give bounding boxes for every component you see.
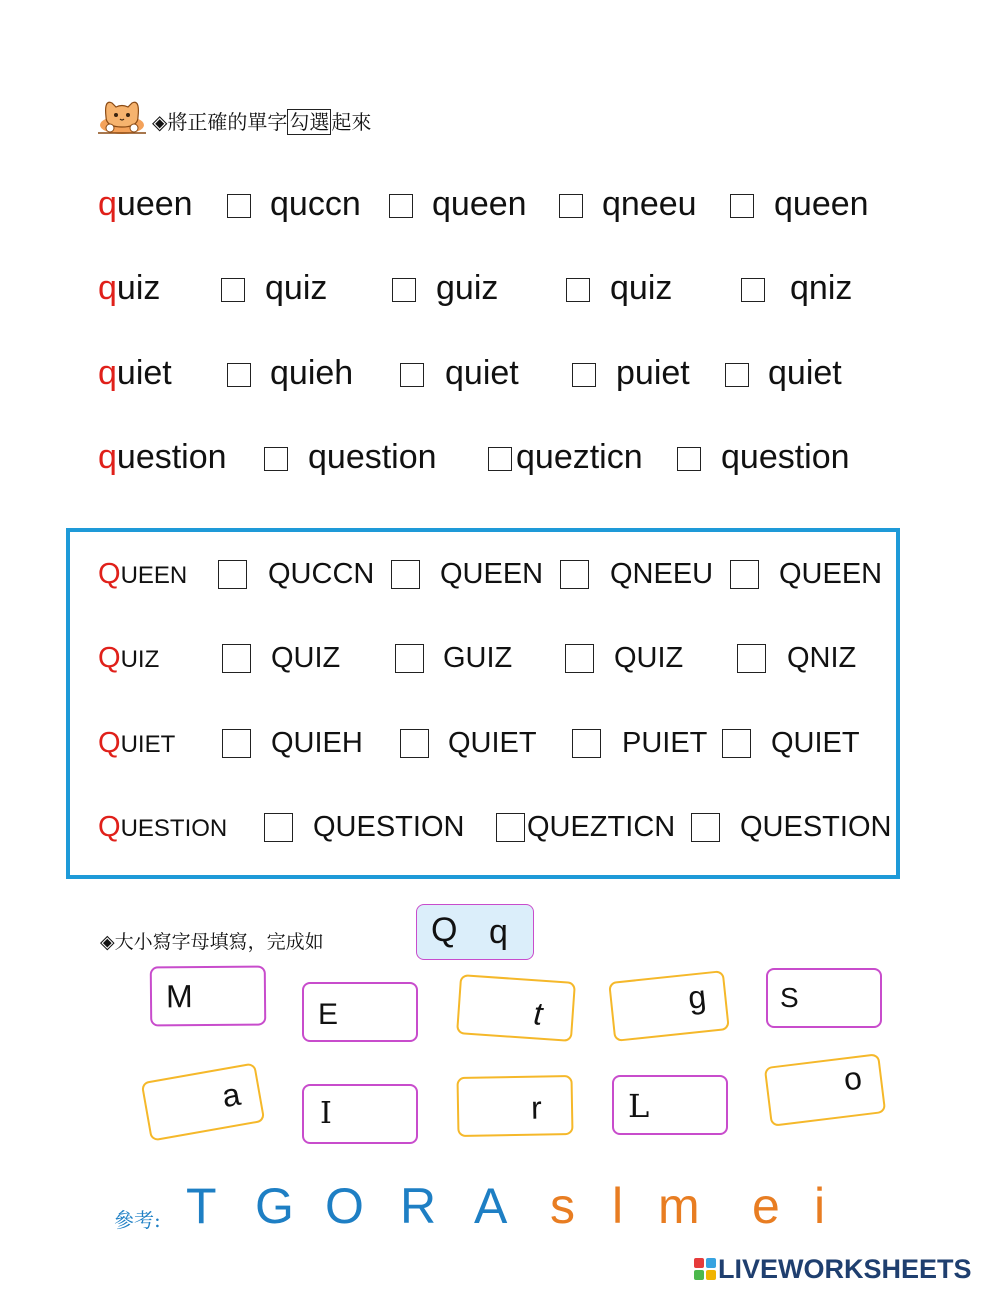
letter-card[interactable]: S [766, 968, 882, 1028]
checkbox[interactable] [389, 194, 413, 218]
checkbox[interactable] [222, 729, 251, 758]
option-word: question [721, 438, 850, 476]
option-word: QUIZ [614, 642, 684, 674]
option-word: quiet [445, 354, 519, 392]
letter-card[interactable]: E [302, 982, 418, 1042]
letter-card[interactable]: M [150, 965, 267, 1026]
letter-card[interactable]: I [302, 1084, 418, 1144]
reference-letter: A [474, 1178, 508, 1234]
checkbox[interactable] [400, 729, 429, 758]
checkbox[interactable] [395, 644, 424, 673]
option-word: qneeu [602, 185, 697, 223]
checkbox[interactable] [227, 194, 251, 218]
instruction-boxed-text: 勾選 [289, 110, 330, 134]
target-word: queen [98, 185, 193, 223]
letter-card[interactable]: g [608, 970, 730, 1042]
checkbox[interactable] [222, 644, 251, 673]
checkbox[interactable] [737, 644, 766, 673]
letter-card[interactable]: r [456, 1075, 573, 1137]
letter-card[interactable]: a [141, 1062, 266, 1141]
checkbox[interactable] [264, 813, 293, 842]
checkbox[interactable] [725, 363, 749, 387]
option-word: puiet [616, 354, 690, 392]
reference-letter: l [612, 1178, 624, 1234]
target-word: QUIET [98, 727, 176, 759]
checkbox[interactable] [691, 813, 720, 842]
option-word: QUIET [448, 727, 537, 759]
option-word: queen [432, 185, 527, 223]
option-word: quezticn [516, 438, 643, 476]
reference-letter: O [325, 1178, 364, 1234]
example-upper-letter: Q [431, 911, 458, 949]
option-word: QUEZTICN [527, 811, 676, 843]
checkbox[interactable] [264, 447, 288, 471]
option-word: queen [774, 185, 869, 223]
checkbox[interactable] [741, 278, 765, 302]
instruction-text-end: 起來 [331, 110, 372, 134]
reference-letter: T [186, 1178, 217, 1234]
letter-card[interactable]: L [612, 1075, 728, 1135]
checkbox[interactable] [572, 363, 596, 387]
letter-card[interactable]: o [764, 1053, 886, 1127]
option-word: qniz [790, 269, 853, 307]
logo-text: LIVEWORKSHEETS [718, 1254, 972, 1284]
option-word: QNEEU [610, 558, 714, 590]
checkbox[interactable] [722, 729, 751, 758]
liveworksheets-icon [694, 1258, 716, 1280]
reference-letter: G [255, 1178, 294, 1234]
option-word: QUESTION [313, 811, 465, 843]
option-word: QUIEH [271, 727, 363, 759]
checkbox[interactable] [572, 729, 601, 758]
example-lower-letter: q [489, 913, 508, 951]
option-word: QUCCN [268, 558, 375, 590]
example-card [416, 904, 534, 960]
checkbox[interactable] [566, 278, 590, 302]
instruction-fill-letters: ◈大小寫字母填寫，完成如 [100, 931, 324, 953]
option-word: quieh [270, 354, 354, 392]
reference-letter: R [400, 1178, 437, 1234]
target-word: question [98, 438, 227, 476]
option-word: QUIET [771, 727, 860, 759]
reference-letter: s [550, 1178, 575, 1234]
checkbox[interactable] [392, 278, 416, 302]
checkbox[interactable] [400, 363, 424, 387]
target-word: QUEEN [98, 558, 188, 590]
option-word: QUEEN [779, 558, 883, 590]
option-word: quccn [270, 185, 361, 223]
checkbox[interactable] [488, 447, 512, 471]
target-word: QUESTION [98, 811, 228, 843]
option-word: QUIZ [271, 642, 341, 674]
option-word: QNIZ [787, 642, 857, 674]
option-word: PUIET [622, 727, 708, 759]
checkbox[interactable] [730, 560, 759, 589]
letter-card[interactable]: t [456, 974, 576, 1042]
checkbox[interactable] [560, 560, 589, 589]
target-word: QUIZ [98, 642, 160, 674]
option-word: QUESTION [740, 811, 892, 843]
option-word: question [308, 438, 437, 476]
checkbox[interactable] [677, 447, 701, 471]
checkbox[interactable] [221, 278, 245, 302]
option-word: quiz [610, 269, 673, 307]
option-word: GUIZ [443, 642, 513, 674]
checkbox[interactable] [227, 363, 251, 387]
checkbox[interactable] [218, 560, 247, 589]
option-word: quiet [768, 354, 842, 392]
reference-letter: m [658, 1178, 700, 1234]
instruction-text: ◈將正確的單字 [152, 110, 288, 134]
checkbox[interactable] [559, 194, 583, 218]
instruction-check-words [152, 106, 371, 135]
option-word: guiz [436, 269, 499, 307]
target-word: quiz [98, 269, 161, 307]
reference-letter: i [814, 1178, 826, 1234]
reference-letter: e [752, 1178, 780, 1234]
reference-label: 參考: [114, 1208, 161, 1232]
checkbox[interactable] [730, 194, 754, 218]
checkbox[interactable] [391, 560, 420, 589]
target-word: quiet [98, 354, 172, 392]
checkbox[interactable] [565, 644, 594, 673]
option-word: quiz [265, 269, 328, 307]
option-word: QUEEN [440, 558, 544, 590]
cat-icon [98, 95, 146, 135]
checkbox[interactable] [496, 813, 525, 842]
